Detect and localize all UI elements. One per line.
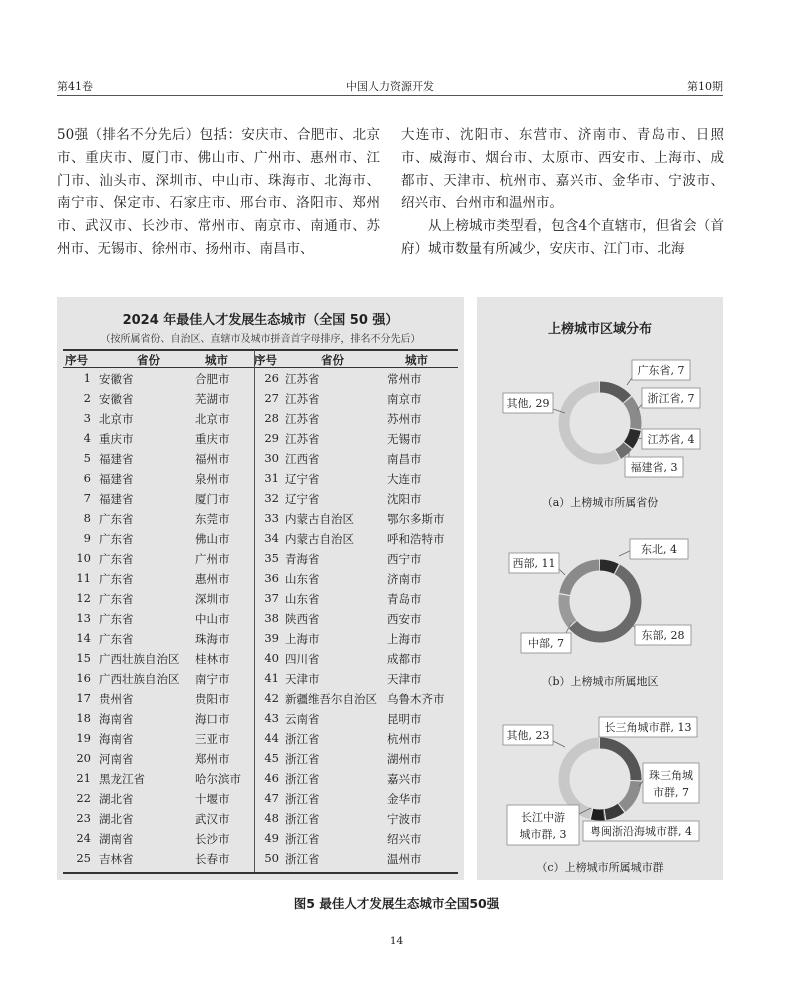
table-row: [57, 709, 464, 729]
donut-chart-region: [477, 533, 723, 683]
header-index-left: 序号: [65, 353, 88, 367]
row-province: 湖北省: [99, 792, 134, 806]
row-city: 杭州市: [387, 732, 422, 746]
chart-caption-a: （a）上榜城市所属省份: [541, 496, 659, 509]
row-index: 10: [76, 551, 91, 565]
row-index: 33: [264, 511, 279, 525]
row-city: 十堰市: [195, 792, 230, 806]
row-index: 46: [264, 771, 279, 785]
label-guangdong: [627, 360, 690, 385]
row-index: 38: [264, 611, 279, 625]
row-province: 广东省: [99, 592, 134, 606]
row-city: 沈阳市: [387, 492, 422, 506]
chart-caption-c: （c）上榜城市所属城市群: [536, 861, 664, 874]
row-province: 福建省: [99, 472, 134, 486]
header-city-right: 城市: [405, 353, 428, 367]
row-province: 江苏省: [285, 412, 320, 426]
body-paragraph: 50强（排名不分先后）包括：安庆市、合肥市、北京市、重庆市、厦门市、佛山市、广州市、惠州市、江门市、汕头市、深圳市、中山市、珠海市、北海市、南宁市、保定市、石家庄市、邢台市、洛阳市、郑州市、武汉市、长沙市、常州市、南京市、南通市、苏州市、无锡市、徐州市、扬州市、南昌市、: [57, 127, 380, 257]
label-zhejiang: [637, 388, 700, 410]
row-index: 2: [83, 391, 91, 405]
row-index: 13: [76, 611, 91, 625]
row-city: 长沙市: [195, 832, 230, 846]
row-province: 江苏省: [285, 432, 320, 446]
table-row: [57, 409, 464, 429]
chart-panel: [477, 297, 723, 880]
row-index: 5: [83, 451, 91, 465]
row-city: 哈尔滨市: [195, 772, 241, 786]
row-index: 30: [264, 451, 279, 465]
row-city: 南京市: [387, 392, 422, 406]
row-city: 南昌市: [387, 452, 422, 466]
row-city: 呼和浩特市: [387, 532, 445, 546]
row-province: 浙江省: [285, 792, 320, 806]
row-index: 47: [264, 791, 279, 805]
row-province: 广东省: [99, 552, 134, 566]
table-row: [57, 489, 464, 509]
table-row: [57, 469, 464, 489]
slice-label: 其他, 23: [506, 729, 550, 742]
table-row: [57, 569, 464, 589]
label-fujian: [625, 451, 683, 477]
body-column-left: [57, 124, 380, 261]
row-city: 东莞市: [195, 512, 230, 526]
row-index: 4: [83, 431, 91, 445]
row-province: 云南省: [285, 712, 320, 726]
row-index: 15: [76, 651, 91, 665]
row-province: 海南省: [99, 732, 134, 746]
row-city: 嘉兴市: [387, 772, 422, 786]
slice-label: 东北, 4: [641, 543, 677, 556]
row-city: 济南市: [387, 572, 422, 586]
row-city: 桂林市: [195, 652, 230, 666]
table-bottom-rule: [63, 872, 458, 874]
slice-label-line2: 市群, 7: [653, 786, 689, 799]
row-index: 8: [83, 511, 91, 525]
slice-label: 长三角城市群, 13: [604, 721, 692, 734]
table-row: [57, 829, 464, 849]
row-province: 安徽省: [99, 392, 134, 406]
row-index: 21: [76, 771, 91, 785]
body-paragraph: 大连市、沈阳市、东营市、济南市、青岛市、日照市、威海市、烟台市、太原市、西安市、上海市、成都市、天津市、杭州市、嘉兴市、金华市、宁波市、绍兴市、台州市和温州市。: [401, 127, 724, 212]
donut-chart-cluster-svg: [477, 711, 723, 861]
row-city: 深圳市: [195, 592, 230, 606]
volume-label: 第41卷: [57, 80, 93, 93]
row-city: 重庆市: [195, 432, 230, 446]
row-province: 广东省: [99, 572, 134, 586]
row-city: 金华市: [387, 792, 422, 806]
row-province: 安徽省: [99, 372, 134, 386]
body-paragraph: 从上榜城市类型看，包含4个直辖市，但省会（首府）城市数量有所减少，安庆市、江门市、北海: [401, 218, 724, 257]
label-northeast: [619, 539, 688, 559]
slice-label: 西部, 11: [512, 557, 556, 570]
row-index: 42: [264, 691, 279, 705]
table-row: [57, 629, 464, 649]
row-province: 山东省: [285, 592, 320, 606]
label-pearl-delta: [639, 763, 699, 803]
row-city: 成都市: [387, 652, 422, 666]
row-city: 温州市: [387, 852, 422, 866]
row-index: 44: [264, 731, 279, 745]
row-province: 广东省: [99, 512, 134, 526]
row-index: 32: [264, 491, 279, 505]
table-row: [57, 769, 464, 789]
row-index: 35: [264, 551, 279, 565]
slice-label: 江苏省, 4: [647, 433, 695, 446]
row-city: 南宁市: [195, 672, 230, 686]
row-city: 北京市: [195, 412, 230, 426]
row-index: 48: [264, 811, 279, 825]
table-subtitle: （按所属省份、自治区、直辖市及城市拼音首字母排序，排名不分先后）: [100, 334, 421, 345]
slice-label: 粤闽浙沿海城市群, 4: [590, 825, 692, 838]
slice-label: 其他, 29: [506, 397, 550, 410]
row-province: 山东省: [285, 572, 320, 586]
slice-label-line1: 珠三角城: [649, 769, 693, 782]
row-city: 上海市: [387, 632, 422, 646]
label-east: [627, 621, 691, 645]
chart-panel-title: 上榜城市区域分布: [547, 322, 652, 337]
table-row: [57, 689, 464, 709]
table-row: [57, 749, 464, 769]
table-row: [57, 729, 464, 749]
row-city: 珠海市: [195, 632, 230, 646]
row-city: 泉州市: [195, 472, 230, 486]
row-province: 广东省: [99, 532, 134, 546]
row-city: 三亚市: [195, 732, 230, 746]
row-index: 40: [264, 651, 279, 665]
label-west: [509, 553, 565, 575]
row-city: 无锡市: [387, 432, 422, 446]
row-index: 39: [264, 631, 279, 645]
row-province: 广东省: [99, 612, 134, 626]
row-province: 湖北省: [99, 812, 134, 826]
donut-chart-cluster: [477, 711, 723, 861]
donut-chart-province: [477, 355, 723, 505]
row-city: 长春市: [195, 852, 230, 866]
running-header: [57, 78, 723, 94]
row-province: 黑龙江省: [99, 772, 145, 786]
row-province: 浙江省: [285, 752, 320, 766]
label-central: [521, 623, 571, 653]
row-index: 45: [264, 751, 279, 765]
row-province: 浙江省: [285, 732, 320, 746]
row-city: 宁波市: [387, 812, 422, 826]
row-city: 郑州市: [195, 752, 230, 766]
row-city: 合肥市: [195, 372, 230, 386]
table-row: [57, 649, 464, 669]
table-row: [57, 849, 464, 869]
row-index: 37: [264, 591, 279, 605]
row-city: 广州市: [195, 552, 230, 566]
row-city: 湖州市: [387, 752, 422, 766]
row-city: 中山市: [195, 612, 230, 626]
header-index-right: 序号: [254, 353, 277, 367]
row-province: 北京市: [99, 412, 134, 426]
row-index: 9: [83, 531, 91, 545]
row-province: 内蒙古自治区: [285, 532, 354, 546]
row-province: 贵州省: [99, 692, 134, 706]
row-index: 31: [264, 471, 279, 485]
row-index: 11: [76, 571, 91, 585]
table-row: [57, 429, 464, 449]
journal-title: 中国人力资源开发: [346, 80, 434, 93]
row-city: 芜湖市: [195, 392, 230, 406]
issue-label: 第10期: [687, 80, 723, 93]
row-province: 河南省: [99, 752, 134, 766]
row-city: 鄂尔多斯市: [387, 512, 445, 526]
row-index: 7: [83, 491, 91, 505]
row-city: 福州市: [195, 452, 230, 466]
row-province: 内蒙古自治区: [285, 512, 354, 526]
row-index: 50: [264, 851, 279, 865]
row-index: 16: [76, 671, 91, 685]
table-row: [57, 589, 464, 609]
row-index: 23: [76, 811, 91, 825]
row-province: 广西壮族自治区: [99, 672, 180, 686]
row-province: 江西省: [285, 452, 320, 466]
figure-caption: 图5 最佳人才发展生态城市全国50强: [293, 896, 500, 911]
row-index: 18: [76, 711, 91, 725]
row-index: 12: [76, 591, 91, 605]
row-city: 武汉市: [195, 812, 230, 826]
row-index: 41: [264, 671, 279, 685]
table-row: [57, 609, 464, 629]
slice-label: 浙江省, 7: [647, 392, 695, 405]
row-province: 青海省: [285, 552, 320, 566]
row-index: 6: [83, 471, 91, 485]
row-city: 大连市: [387, 472, 422, 486]
row-province: 四川省: [285, 652, 320, 666]
header-province-left: 省份: [137, 353, 160, 367]
slice-label: 广东省, 7: [637, 364, 685, 377]
row-province: 浙江省: [285, 832, 320, 846]
row-city: 苏州市: [387, 412, 422, 426]
row-province: 辽宁省: [285, 472, 320, 486]
city-table-panel: [57, 297, 464, 880]
row-index: 22: [76, 791, 91, 805]
donut-chart-region-svg: [477, 533, 723, 683]
slice-label: 福建省, 3: [630, 461, 678, 474]
donut-chart-province-svg: [477, 355, 723, 505]
row-index: 19: [76, 731, 91, 745]
chart-caption-b: （b）上榜城市所属地区: [541, 675, 659, 688]
slice-label: 中部, 7: [528, 637, 564, 650]
slice-label: 东部, 28: [641, 629, 685, 642]
header-province-right: 省份: [321, 353, 344, 367]
row-city: 惠州市: [195, 572, 230, 586]
row-index: 14: [76, 631, 91, 645]
table-row: [57, 529, 464, 549]
row-province: 广西壮族自治区: [99, 652, 180, 666]
row-index: 29: [264, 431, 279, 445]
row-province: 上海市: [285, 632, 320, 646]
table-row: [57, 669, 464, 689]
row-index: 28: [264, 411, 279, 425]
label-yangtze-delta: [599, 717, 697, 737]
header-rule: [57, 95, 723, 96]
row-province: 福建省: [99, 492, 134, 506]
row-province: 江苏省: [285, 392, 320, 406]
row-index: 17: [76, 691, 91, 705]
row-province: 辽宁省: [285, 492, 320, 506]
header-city-left: 城市: [205, 353, 228, 367]
table-top-rule: [63, 349, 458, 351]
body-column-right: [401, 124, 724, 261]
table-row: [57, 789, 464, 809]
slice-label-line2: 城市群, 3: [519, 828, 567, 841]
table-row: [57, 389, 464, 409]
row-city: 常州市: [387, 372, 422, 386]
label-other-cluster: [503, 725, 565, 747]
row-index: 20: [76, 751, 91, 765]
row-province: 浙江省: [285, 852, 320, 866]
label-jiangsu: [637, 429, 700, 449]
row-city: 西安市: [387, 612, 422, 626]
row-index: 34: [264, 531, 279, 545]
row-city: 西宁市: [387, 552, 422, 566]
row-province: 海南省: [99, 712, 134, 726]
row-province: 新疆维吾尔自治区: [285, 692, 377, 706]
table-row: [57, 549, 464, 569]
row-index: 24: [76, 831, 91, 845]
row-province: 广东省: [99, 632, 134, 646]
page-number: 14: [389, 935, 404, 947]
table-row: [57, 509, 464, 529]
row-city: 昆明市: [387, 712, 422, 726]
row-city: 绍兴市: [387, 832, 422, 846]
row-province: 江苏省: [285, 372, 320, 386]
row-index: 25: [76, 851, 91, 865]
row-city: 青岛市: [387, 592, 422, 606]
slice-label-line1: 长江中游: [521, 811, 565, 824]
row-index: 1: [83, 371, 91, 385]
row-index: 26: [264, 371, 279, 385]
row-index: 3: [83, 411, 91, 425]
table-row: [57, 809, 464, 829]
table-row: [57, 449, 464, 469]
table-row: [57, 369, 464, 389]
row-city: 厦门市: [195, 492, 230, 506]
row-index: 43: [264, 711, 279, 725]
row-city: 乌鲁木齐市: [387, 692, 445, 706]
row-city: 天津市: [387, 672, 422, 686]
row-province: 浙江省: [285, 772, 320, 786]
label-other: [503, 393, 565, 413]
table-title: 2024 年最佳人才发展生态城市（全国 50 强）: [122, 313, 399, 328]
row-index: 27: [264, 391, 279, 405]
row-province: 湖南省: [99, 832, 134, 846]
row-city: 海口市: [195, 712, 230, 726]
row-city: 佛山市: [195, 532, 230, 546]
row-province: 福建省: [99, 452, 134, 466]
row-index: 49: [264, 831, 279, 845]
row-city: 贵阳市: [195, 692, 230, 706]
row-province: 天津市: [285, 672, 320, 686]
row-province: 重庆市: [99, 432, 134, 446]
row-province: 陕西省: [285, 612, 320, 626]
row-index: 36: [264, 571, 279, 585]
label-middle-yangtze: [507, 805, 591, 845]
row-province: 吉林省: [99, 852, 134, 866]
row-province: 浙江省: [285, 812, 320, 826]
